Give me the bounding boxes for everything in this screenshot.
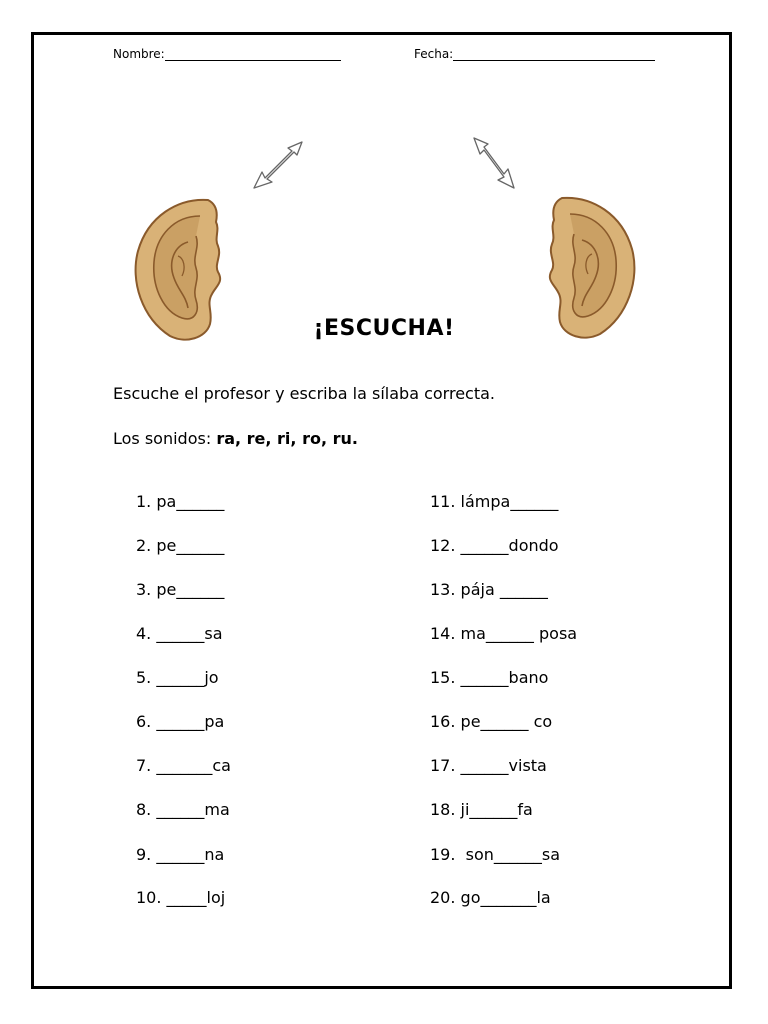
exercise-item: 10. _____loj bbox=[136, 888, 226, 907]
exercise-item: 12. ______dondo bbox=[430, 536, 559, 555]
exercise-item: 15. ______bano bbox=[430, 668, 549, 687]
exercise-item: 18. ji______fa bbox=[430, 800, 533, 819]
date-label: Fecha: bbox=[414, 47, 454, 61]
exercise-item: 2. pe______ bbox=[136, 536, 225, 555]
date-field bbox=[414, 47, 655, 61]
exercise-item: 20. go_______la bbox=[430, 888, 551, 907]
exercise-item: 4. ______sa bbox=[136, 624, 223, 643]
exercise-item: 19. son______sa bbox=[430, 845, 561, 864]
arrow-icon bbox=[470, 132, 524, 194]
exercise-item: 1. pa______ bbox=[136, 492, 225, 511]
exercise-item: 17. ______vista bbox=[430, 756, 547, 775]
name-label: Nombre: bbox=[113, 47, 165, 61]
instructions-text: Escuche el profesor y escriba la sílaba correcta. bbox=[113, 384, 495, 403]
sounds-list: ra, re, ri, ro, ru. bbox=[216, 429, 358, 448]
name-blank bbox=[165, 47, 341, 61]
exercise-item: 8. ______ma bbox=[136, 800, 230, 819]
exercise-item: 11. lámpa______ bbox=[430, 492, 559, 511]
arrow-icon bbox=[248, 138, 308, 194]
exercise-item: 3. pe______ bbox=[136, 580, 225, 599]
exercise-item: 6. ______pa bbox=[136, 712, 225, 731]
exercise-item: 16. pe______ co bbox=[430, 712, 553, 731]
exercise-item: 7. _______ca bbox=[136, 756, 231, 775]
date-blank bbox=[453, 47, 655, 61]
name-field bbox=[113, 47, 341, 61]
exercise-item: 5. ______jo bbox=[136, 668, 219, 687]
sounds-line bbox=[113, 429, 358, 448]
exercise-item: 13. pája ______ bbox=[430, 580, 548, 599]
sounds-label: Los sonidos: bbox=[113, 429, 217, 448]
page-title: ¡ESCUCHA! bbox=[313, 316, 455, 341]
exercise-item: 14. ma______ posa bbox=[430, 624, 578, 643]
exercise-item: 9. ______na bbox=[136, 845, 225, 864]
